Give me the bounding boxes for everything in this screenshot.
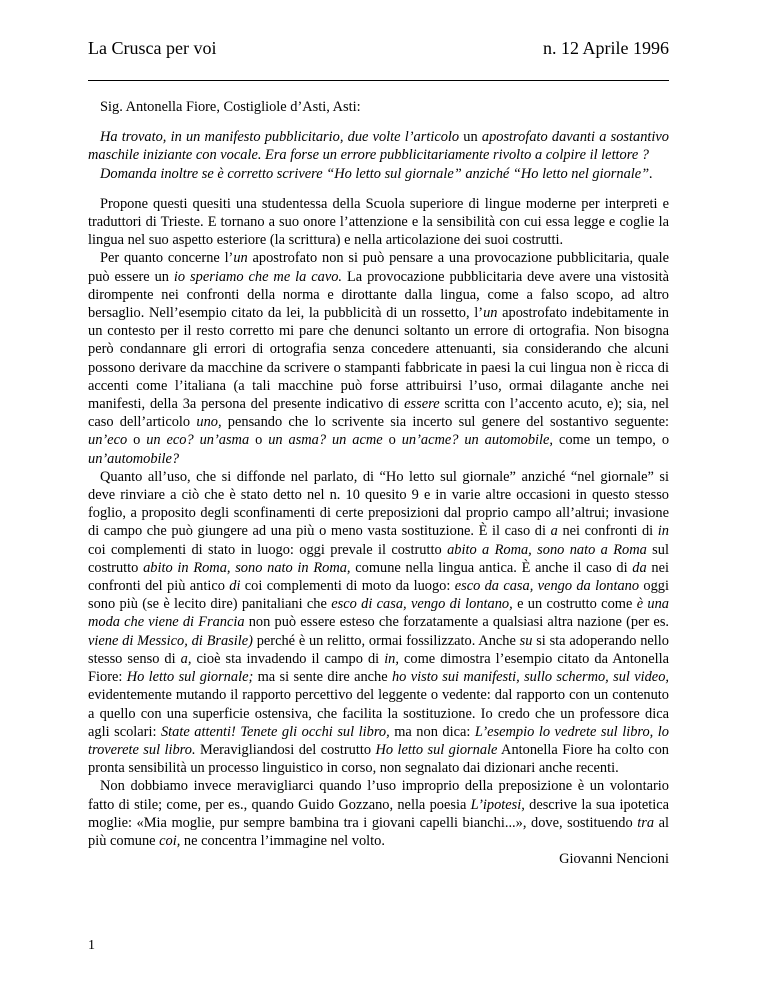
text-run: Antonella Fiore ha colto con pronta sensibilità un processo linguistico in corso, non segnalato dai dizionari anche recenti. [88,741,669,777]
question-paragraph-1 [88,128,669,164]
text-run: oggi sono più (se è lecito dire) panitaliani che [88,578,670,613]
text-run: Non dobbiamo invece meravigliarci quando l’uso improprio della preposizione è un volontario fatto di stile; come, per es., quando Guido Gozzano, nella poesia [88,778,669,813]
italic-run: un [233,250,248,267]
text-run: coi complementi di moto da luogo: [240,578,455,595]
header-divider [88,80,669,81]
italic-run: un’acme? un automobile, [401,432,554,449]
italic-run: a, [180,650,192,667]
italic-run: da [632,559,647,576]
italic-run: un [483,305,498,322]
italic-run: Ho letto sul giornale [375,741,498,758]
question-paragraph-2 [88,165,669,183]
text-run: descrive la sua ipotetica moglie: «Mia moglie, pur sempre bambina tra i giovani capelli bianchi...», dove, sostituendo [88,796,669,831]
text-run: comune nella lingua antica. È anche il caso di [350,559,633,576]
italic-run: State attenti! Tenete gli occhi sul libro, [160,723,390,740]
italic-run: è una moda che viene di Francia [88,596,669,631]
italic-run: esco da casa, vengo da lontano [454,578,640,595]
italic-run: Ho letto sul giornale; [126,669,254,686]
article-body [88,98,669,868]
italic-run: un’eco [88,432,128,449]
italic-run: uno, [196,414,222,431]
italic-run: io speriamo che me la cavo. [173,268,343,285]
italic-run: a [550,523,558,540]
text-run: apostrofato indebitamente in un contesto per il resto corretto mi pare che denunci soltanto un errore di ortografia. Non bisogna però condannare gli errori di ortografia senza concedere attenuanti, sia considerando che alcuni possono derivare da macchine da scrivere o stampanti fabbricate in paesi la cui lingua non è ricca di accenti come l’italiana (a tali macchine può forse attribuirsi l’uso, ormai dilagante anche nei manifesti, della 3a persona del presente indicativo di [88,305,669,413]
question-text: apostrofato davanti a sostantivo maschile iniziante con vocale. Era forse un errore pubblicitariamente rivolto a colpire il lettore ? [88,129,669,164]
answer-paragraph-3 [88,468,669,777]
text-run: La provocazione pubblicitaria deve avere una vistosità dirompente nei confronti della norma e dirottante dalla lingua, come a falso scopo, ad altro bersaglio. Nell’esempio citato da lei, la pubblicità di un rossetto, l’ [88,268,669,322]
text-run: perché è un relitto, ormai fossilizzato. Anche [252,632,520,649]
italic-run: L’ipotesi, [470,796,525,813]
text-run: ma non dica: [389,723,475,740]
text-run: come dimostra l’esempio citato da Antonella Fiore: [88,650,669,686]
italic-run: viene di Messico, di Brasile) [88,632,253,649]
text-run: o [382,432,402,449]
question-text: Domanda inoltre se è corretto scrivere “Ho letto sul giornale” anziché “Ho letto nel giornale”. [100,165,653,182]
italic-run: di [229,578,241,595]
italic-run: in [657,523,669,540]
page-header [88,38,669,64]
italic-run: un asma? un acme [268,432,383,449]
italic-run: coi, [159,832,181,849]
text-run: cioè sta invadendo il campo di [191,650,385,667]
author-signature: Giovanni Nencioni [559,851,669,868]
text-run: coi complementi di stato in luogo: oggi prevale il costrutto [88,541,448,558]
italic-run: ho visto sui manifesti, sullo schermo, sul video, [391,669,669,686]
text-run: o [249,432,269,449]
text-run: o [127,432,147,449]
italic-run: un’automobile? [88,450,180,467]
italic-run: L’esempio lo vedrete sul libro, lo troverete sul libro. [88,723,669,758]
answer-paragraph-2 [88,249,669,467]
text-run: Per quanto concerne l’ [100,250,234,267]
text-run: e un costrutto come [512,596,637,613]
text-run: apostrofato non si può pensare a una provocazione pubblicitaria, quale può essere un [88,250,669,285]
italic-run: abito in Roma, sono nato in Roma, [143,559,351,576]
answer-paragraph-1: Propone questi quesiti una studentessa della Scuola superiore di lingue moderne per interpreti e traduttori di Trieste. E tornano a suo onore l’attenzione e la sensibilità con cui essa legge e coglie la lingua nel suo aspetto esteriore (la scrittura) e nella articolazione dei suoi costrutti. [88,195,669,249]
text-run: si sta adoperando nello stesso senso di [88,632,669,667]
header-issue-date: n. 12 Aprile 1996 [543,38,669,58]
answer-paragraph-4 [88,777,669,850]
text-run: non può essere esteso che forzatamente a qualsiasi altra nazione (per es. [244,614,670,631]
italic-run: essere [404,396,440,413]
text-run: al più comune [88,814,670,849]
question-text: Ha trovato, in un manifesto pubblicitario, due volte l’articolo [100,129,464,146]
italic-run: in, [384,650,399,667]
italic-run: tra [637,814,655,831]
italic-run: un eco? un’asma [146,432,250,449]
text-run: ne concentra l’immagine nel volto. [180,832,385,849]
text-run: nei confronti di [557,523,658,540]
page-number: 1 [88,938,95,953]
text-run: come un tempo, o [553,432,670,449]
italic-run: abito a Roma, sono nato a Roma [447,541,647,558]
text-run: scritta con l’accento acuto, e); sia, nel caso dell’articolo [88,396,669,431]
text-run: ma si sente dire anche [253,669,392,686]
question-term: un [463,129,478,146]
text-run: Quanto all’uso, che si diffonde nel parlato, di “Ho letto sul giornale” anziché “nel giornale” si deve rinviare a ciò che è stato detto nel n. 10 quesito 9 e in varie altre occasioni in questo stesso foglio, a proposito degli sconfinamenti di certe preposizioni dal proprio campo all’altrui; invasione di campo che può giungere ad una più o meno vasta sostituzione. È il caso di [88,468,669,540]
text-run: nei confronti del più antico [88,559,669,595]
italic-run: su [519,632,533,649]
text-run: pensando che lo scrivente sia incerto sul genere del sostantivo seguente: [221,414,669,431]
greeting-line: Sig. Antonella Fiore, Costigliole d’Asti, Asti: [100,99,361,115]
text-run: Meravigliandosi del costrutto [195,741,376,758]
header-publication-title: La Crusca per voi [88,38,217,58]
italic-run: esco di casa, vengo di lontano, [331,596,513,613]
text-run: evidentemente mutando il rapporto percettivo del leggente o vedente: dal rapporto con un contenuto a quello con una superficie ostensiva, che facilita la sostituzione. Io credo che un professore dica agli scolari: [88,687,669,740]
text-run: sul costrutto [88,541,669,576]
